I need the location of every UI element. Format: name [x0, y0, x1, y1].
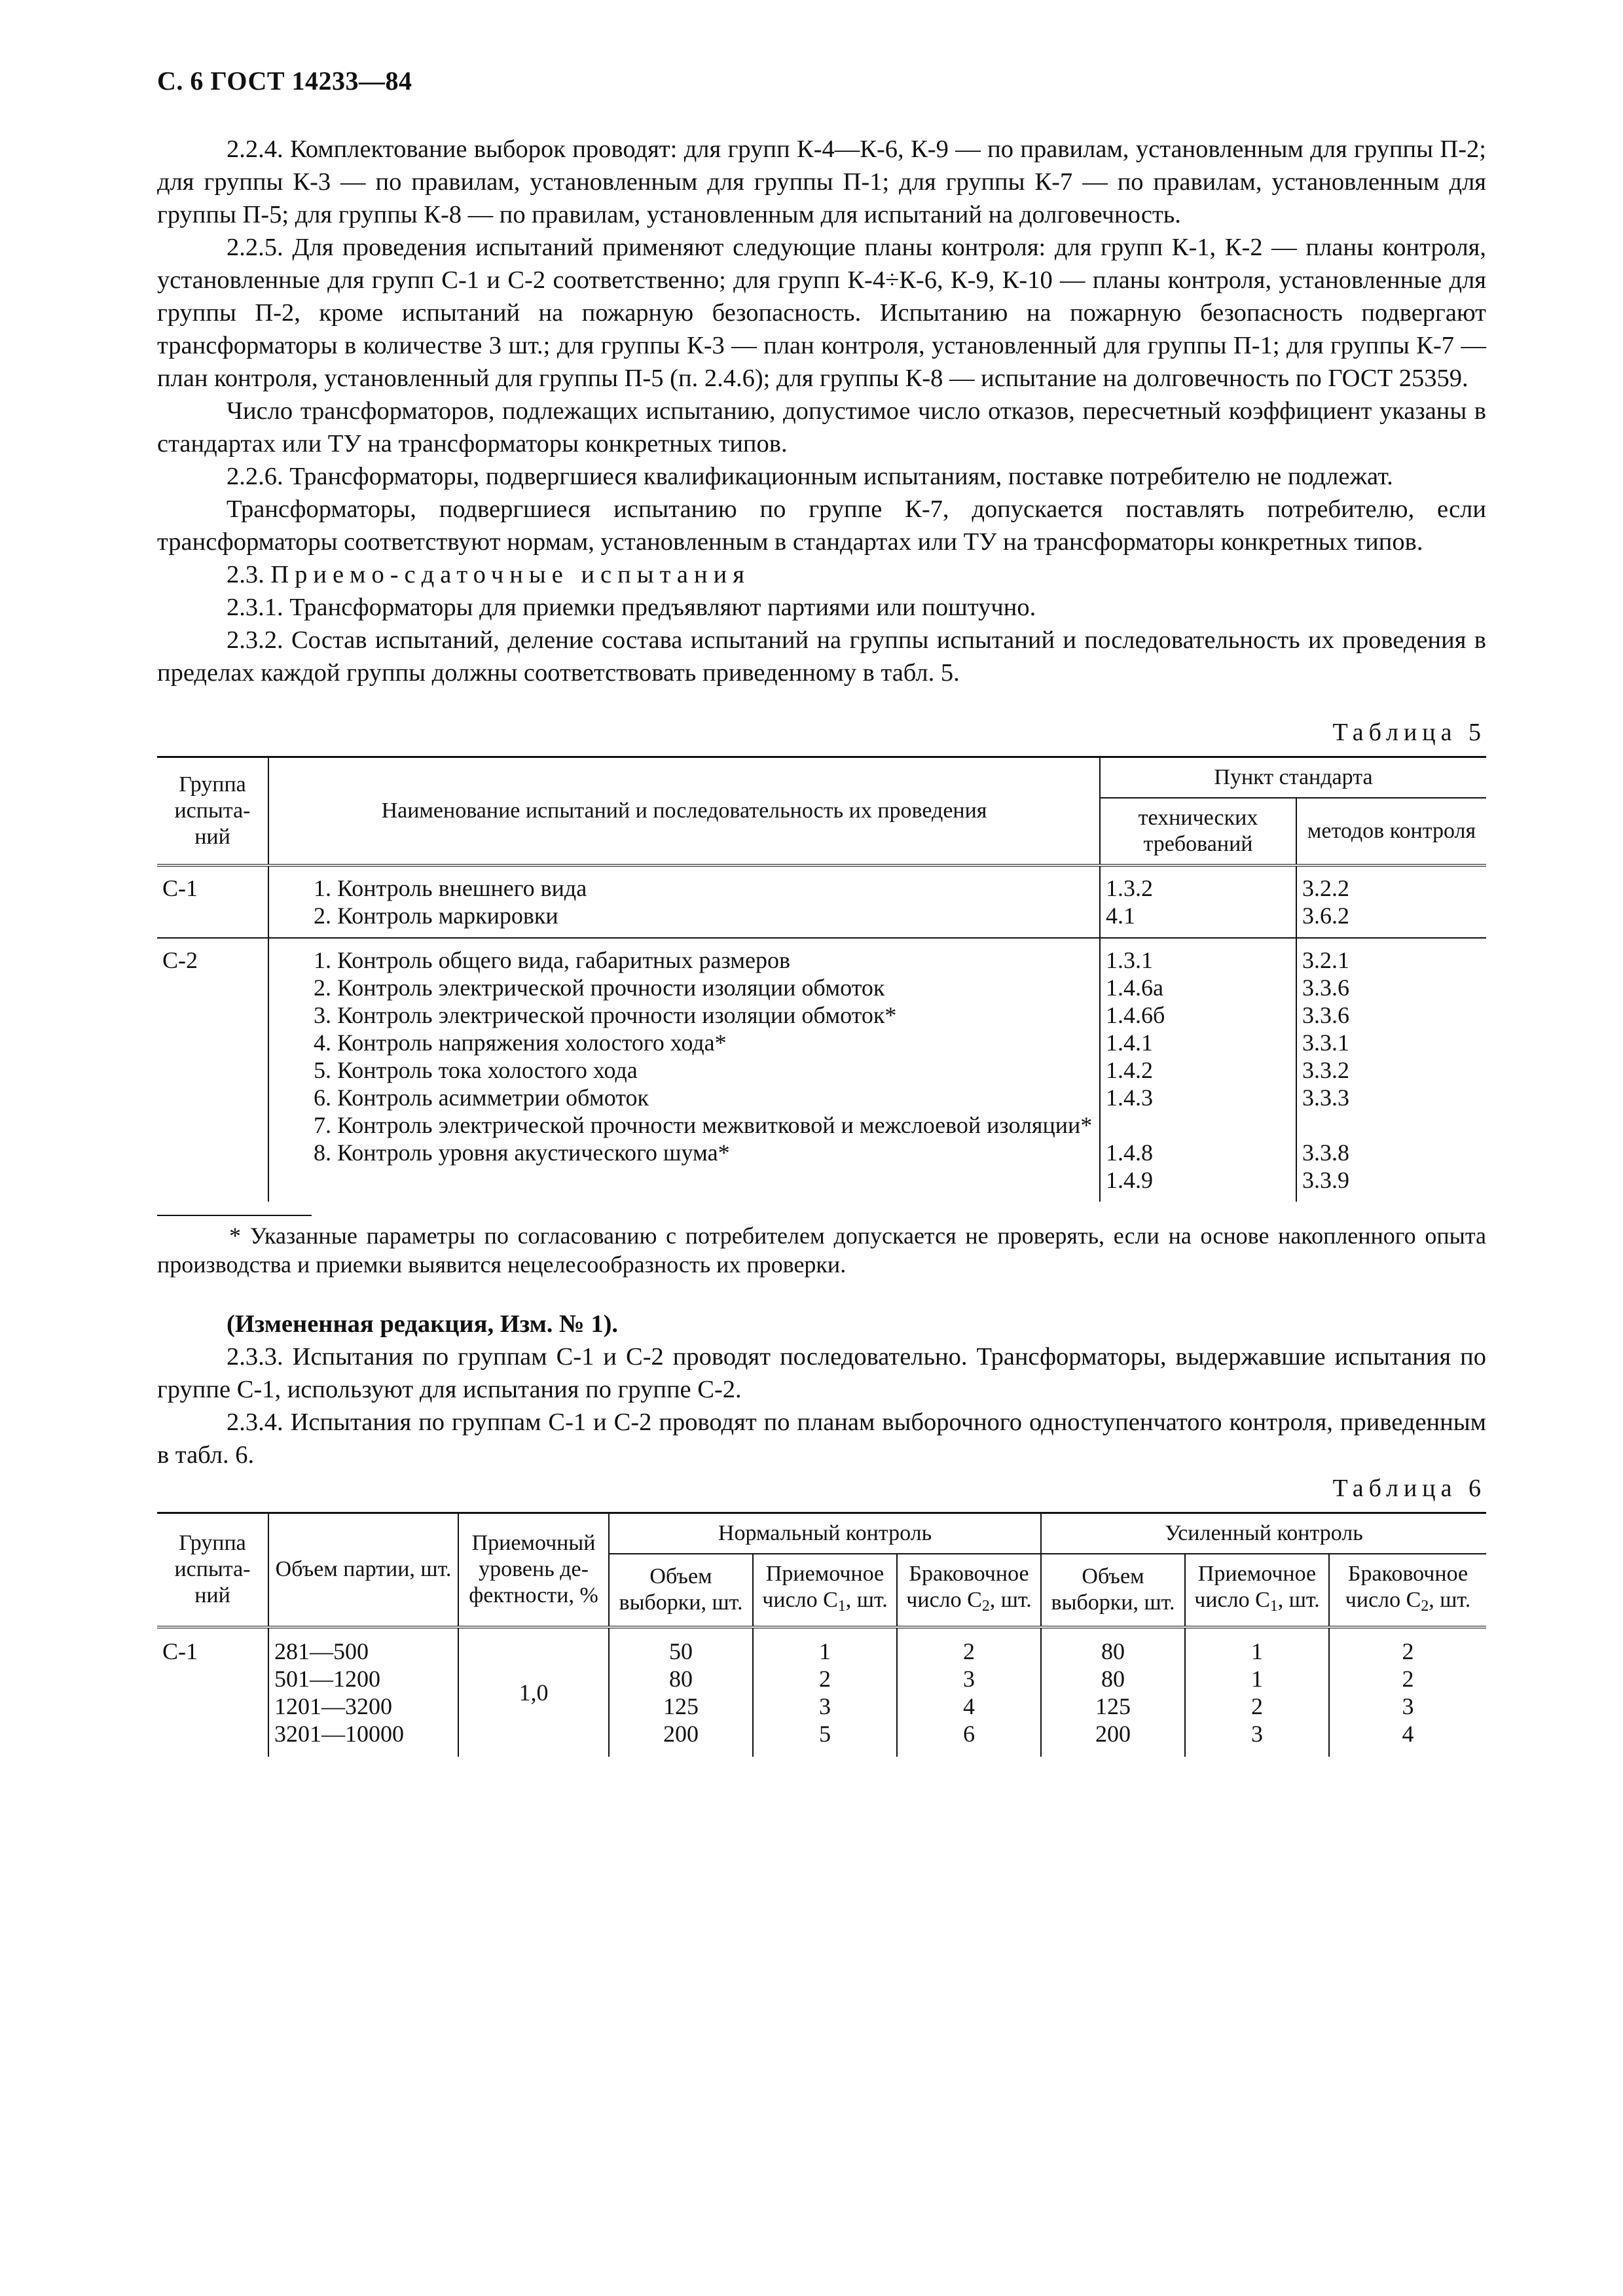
table6-tight-reject: 3 — [1402, 1693, 1414, 1719]
table5-tech-clause: 1.4.8 — [1106, 1139, 1153, 1166]
table6-lot: 281—500 — [274, 1638, 369, 1664]
table5-group-cell: С-1 — [162, 875, 198, 901]
table6-aql-value: 1,0 — [458, 1627, 609, 1757]
table6-header-normal-accept: Приемочное число $C_1$, шт. — [753, 1554, 897, 1627]
table5-tech-clause: 1.4.2 — [1106, 1057, 1153, 1083]
table6-tight-reject: 2 — [1402, 1665, 1414, 1692]
table6-normal-accept: 2 — [819, 1665, 831, 1692]
table5-tech-clause: 1.4.6а — [1106, 975, 1163, 1001]
footnote-rule — [157, 1215, 312, 1216]
table6-lot: 1201—3200 — [274, 1693, 392, 1719]
table5-caption: Таблица 5 — [1332, 719, 1486, 746]
table6-normal-accept: 3 — [819, 1693, 831, 1719]
table6-normal-sample: 80 — [669, 1665, 693, 1692]
table5-method-clause: 3.2.2 — [1302, 875, 1349, 901]
table5-header-name: Наименование испытаний и последовательность их проведения — [268, 757, 1100, 866]
table5-method-clause — [1302, 1111, 1481, 1139]
table5-method-clause: 3.2.1 — [1302, 947, 1349, 973]
table6-tight-accept: 1 — [1251, 1638, 1263, 1664]
table5-tech-clause: 1.3.1 — [1106, 947, 1153, 973]
table6-normal-reject: 3 — [963, 1665, 975, 1692]
paragraph-2-3-3: 2.3.3. Испытания по группам С-1 и С-2 проводят последовательно. Трансформаторы, выдержавшие испытания по группе С-1, используют для испытания по группе С-2. — [157, 1343, 1486, 1403]
table5-test-item: 7. Контроль электрической прочности межвитковой и межслоевой изоляции* — [314, 1112, 1093, 1138]
table5-test-item: 6. Контроль асимметрии обмоток — [314, 1085, 649, 1111]
table6-lot: 3201—10000 — [274, 1720, 404, 1747]
section-2-3-number: 2.3. — [227, 561, 264, 588]
paragraph-2-2-6: 2.2.6. Трансформаторы, подвергшиеся квалификационным испытаниям, поставке потребителю не подлежат. — [227, 463, 1393, 490]
table5-test-item: 1. Контроль общего вида, габаритных размеров — [314, 947, 790, 973]
table5-group-cell: С-2 — [157, 938, 268, 1202]
table5-tech-clause: 1.4.3 — [1106, 1085, 1153, 1111]
table5-test-item: 1. Контроль внешнего вида — [314, 875, 587, 901]
table6-header-aql: Приемочный уровень де-фектности, % — [458, 1513, 609, 1627]
table5-test-item: 3. Контроль электрической прочности изоляции обмоток* — [314, 1002, 897, 1028]
paragraph-k7-delivery: Трансформаторы, подвергшиеся испытанию по группе К-7, допускается поставлять потребителю, если трансформаторы соответствуют нормам, установленным в стандартах или ТУ на трансформаторы конкретных типов. — [157, 495, 1486, 556]
section-2-3-heading — [157, 558, 1486, 591]
table6-normal-reject: 2 — [963, 1638, 975, 1664]
table6-header-tight-accept: Приемочное число $C_1$, шт. — [1185, 1554, 1329, 1627]
table5-tech-clause: 1.4.9 — [1106, 1167, 1153, 1193]
table5-row-c1 — [157, 865, 1486, 938]
table5-method-clause: 3.3.6 — [1302, 1002, 1349, 1028]
table5-method-clause: 3.6.2 — [1302, 903, 1349, 929]
table5-method-clause: 3.3.3 — [1302, 1085, 1349, 1111]
table5-method-clause: 3.3.9 — [1302, 1167, 1349, 1193]
table5-header-methods: методов контроля — [1296, 798, 1486, 865]
table5-tech-clause: 1.4.1 — [1106, 1030, 1153, 1056]
table6-normal-reject: 6 — [963, 1720, 975, 1747]
table6-header-tight-reject: Браковочное число $C_2$, шт. — [1329, 1554, 1486, 1627]
amendment-note: (Измененная редакция, Изм. № 1). — [227, 1310, 619, 1338]
table6-normal-accept: 5 — [819, 1720, 831, 1747]
paragraph-2-3-1: 2.3.1. Трансформаторы для приемки предъявляют партиями или поштучно. — [227, 594, 1036, 621]
paragraph-2-3-2: 2.3.2. Состав испытаний, деление состава испытаний на группы испытаний и последовательность их проведения в пределах каждой группы должны соответствовать приведенному в табл. 5. — [157, 626, 1486, 687]
table6-tight-reject: 4 — [1402, 1720, 1414, 1747]
table5-header-group: Группа испыта-ний — [157, 757, 268, 866]
table5-test-item: 8. Контроль уровня акустического шума* — [314, 1139, 730, 1166]
table6-normal-sample: 125 — [663, 1693, 699, 1719]
table6-lot: 501—1200 — [274, 1665, 380, 1692]
table6-tight-accept: 3 — [1251, 1720, 1263, 1747]
table6-header-lot: Объем партии, шт. — [268, 1513, 458, 1627]
paragraph-number-of-transformers: Число трансформаторов, подлежащих испытанию, допустимое число отказов, пересчетный коэффициент указаны в стандартах или ТУ на трансформаторы конкретных типов. — [157, 397, 1486, 457]
running-head: С. 6 ГОСТ 14233—84 — [157, 66, 412, 96]
table6-header-tightened: Усиленный контроль — [1041, 1513, 1486, 1554]
table6-header-tight-sample: Объем выборки, шт. — [1041, 1554, 1185, 1627]
table6-normal-reject: 4 — [963, 1693, 975, 1719]
table5-tech-clause: 1.4.6б — [1106, 1002, 1165, 1028]
table6-caption: Таблица 6 — [1332, 1475, 1486, 1502]
table6-row-c1 — [157, 1627, 1486, 1757]
table5-method-clause: 3.3.6 — [1302, 975, 1349, 1001]
table6-tight-sample: 80 — [1101, 1665, 1125, 1692]
table6-header-normal-reject: Браковочное число $C_2$, шт. — [897, 1554, 1041, 1627]
table5-test-item: 4. Контроль напряжения холостого хода* — [314, 1030, 727, 1056]
table6-normal-accept: 1 — [819, 1638, 831, 1664]
table6-tight-accept: 2 — [1251, 1693, 1263, 1719]
document-page — [157, 65, 1486, 1757]
paragraph-2-2-4: 2.2.4. Комплектование выборок проводят: для групп К-4—К-6, К-9 — по правилам, установленным для группы П-2; для группы К-3 — по правилам, установленным для группы П-1; для группы К-7 — по правилам, установленным для группы П-5; для группы К-8 — по правилам, установленным для испытаний на долговечность. — [157, 135, 1486, 228]
table6-normal-sample: 200 — [663, 1720, 699, 1747]
table6-normal-sample: 50 — [669, 1638, 693, 1664]
paragraph-2-2-5: 2.2.5. Для проведения испытаний применяют следующие планы контроля: для групп К-1, К-2 — планы контроля, установленные для групп С-1 и С-2 соответственно; для групп К-4÷К-6, К-9, К-10 — планы контроля, установленные для группы П-2, кроме испытаний на пожарную безопасность. Испытанию на пожарную безопасность подвергают трансформаторы в количестве 3 шт.; для группы К-3 — план контроля, установленный для группы П-1; для группы К-7 — план контроля, установленный для группы П-5 (п. 2.4.6); для группы К-8 — испытание на долговечность по ГОСТ 25359. — [157, 234, 1486, 392]
table5-header-clause: Пункт стандарта — [1100, 757, 1486, 798]
table5-method-clause: 3.3.8 — [1302, 1139, 1349, 1166]
table6-header-group: Группа испыта-ний — [157, 1513, 268, 1627]
table6-tight-sample: 125 — [1095, 1693, 1131, 1719]
section-2-3-title: Приемо-сдаточные испытания — [270, 561, 750, 588]
table6-header-normal-sample: Объем выборки, шт. — [609, 1554, 753, 1627]
table5-tech-clause: 1.3.2 — [1106, 875, 1153, 901]
table5-footnote: * Указанные параметры по согласованию с потребителем допускается не проверять, если на основе накопленного опыта производства и приемки выявится нецелесообразность их проверки. — [157, 1223, 1486, 1278]
table5-header-tech: технических требований — [1100, 798, 1296, 865]
table6-tight-sample: 80 — [1101, 1638, 1125, 1664]
table5-test-item: 2. Контроль маркировки — [314, 903, 558, 929]
table6-group-cell: С-1 — [162, 1638, 198, 1664]
table-5 — [157, 756, 1486, 1202]
table-6 — [157, 1512, 1486, 1757]
table5-method-clause: 3.3.2 — [1302, 1057, 1349, 1083]
table5-tech-clause: 4.1 — [1106, 903, 1135, 929]
paragraph-2-3-4: 2.3.4. Испытания по группам С-1 и С-2 проводят по планам выборочного одноступенчатого контроля, приведенным в табл. 6. — [157, 1408, 1486, 1469]
table6-tight-reject: 2 — [1402, 1638, 1414, 1664]
table6-header-normal: Нормальный контроль — [609, 1513, 1041, 1554]
table5-row-c2 — [157, 938, 1486, 1202]
table6-tight-accept: 1 — [1251, 1665, 1263, 1692]
table6-tight-sample: 200 — [1095, 1720, 1131, 1747]
table5-test-item: 2. Контроль электрической прочности изоляции обмоток — [314, 975, 885, 1001]
table5-test-item: 5. Контроль тока холостого хода — [314, 1057, 638, 1083]
table5-method-clause: 3.3.1 — [1302, 1030, 1349, 1056]
table5-tech-clause — [1106, 1111, 1290, 1139]
